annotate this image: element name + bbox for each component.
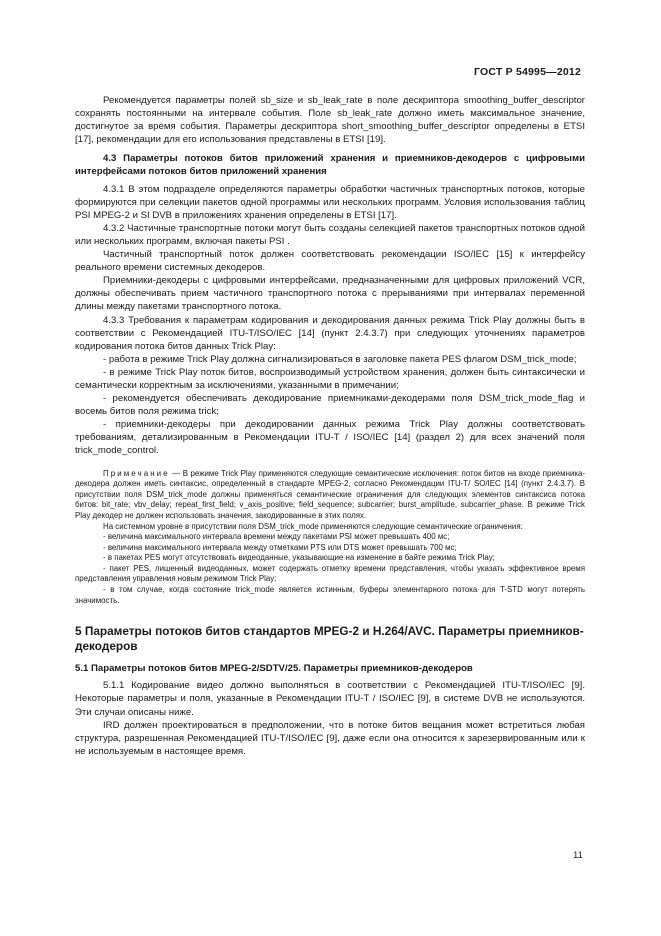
paragraph-ird: IRD должен проектироваться в предположении, что в потоке битов вещания может встретиться любая структура, разрешенная Рекомендацией ITU-T/ISO/IEC [9], даже если она относится к зарезервированным или к не используемым в настоящее время. — [75, 719, 585, 757]
note-list-item: - в том случае, когда состояние trick_mode является истинным, буферы элементарного потока для T-STD могут потерять значимость. — [75, 585, 585, 605]
page-number: 11 — [573, 850, 583, 861]
note-paragraph — [75, 469, 585, 522]
note-list-item: - в пакетах PES могут отсутствовать видеоданные, указывающие на изменение в байте режима Trick Play; — [103, 553, 495, 563]
paragraph-vcr-receivers: Приемники-декодеры с цифровыми интерфейсами, предназначенными для цифровых приложений VCR, должны обеспечивать прием частичного транспортного потока с прерываниями при интервалах переменной длины между пакетами транспортного потока. — [75, 275, 585, 313]
heading-5-1: 5.1 Параметры потоков битов MPEG-2/SDTV/25. Параметры приемников-декодеров — [75, 663, 473, 675]
list-item: - работа в режиме Trick Play должна сигнализироваться в заголовке пакета PES флагом DSM_trick_mode; — [103, 353, 577, 365]
note-system-level: На системном уровне в присутствии поля DSM_trick_mode применяются следующие семантические ограничения: — [103, 521, 523, 531]
paragraph-4-3-2: 4.3.2 Частичные транспортные потоки могут быть созданы селекцией пакетов транспортных потоков одной или нескольких программ, включая пакеты PSI . — [75, 222, 585, 247]
document-id-header: ГОСТ Р 54995—2012 — [473, 66, 581, 78]
note-list-item: - величина максимального интервала между отметками PTS или DTS может превышать 700 мс; — [103, 542, 457, 552]
note-list-item: - пакет PES, лишенный видеоданных, может содержать отметку времени представления, чтобы указать эффективное время представления управления новым режимом Trick Play; — [75, 563, 585, 584]
paragraph-4-3-3: 4.3.3 Требования к параметрам кодирования и декодирования данных режима Trick Play должны быть в соответствии с Рекомендацией ITU-T/ISO/IEC [14] (пункт 2.4.3.7) при следующих уточнениях параметров кодирования потока битов данных Trick Play: — [75, 314, 585, 352]
list-item: - рекомендуется обеспечивать декодирование приемниками-декодерами поля DSM_trick_mode_flag и восемь битов поля режима trick; — [75, 393, 585, 418]
page-body — [75, 94, 585, 758]
section-5-heading: 5 Параметры потоков битов стандартов MPEG-2 и H.264/AVC. Параметры приемников-декодеров — [75, 624, 584, 654]
list-item: - приемники-декодеры при декодировании данных режима Trick Play должны соответствовать требованиям, детализированным в Рекомендации ITU-T / ISO/IEC [14] (раздел 2) для всех значений поля trick_mode_control. — [75, 419, 585, 457]
note-label: Примечание — [103, 468, 170, 478]
heading-4-3: 4.3 Параметры потоков битов приложений хранения и приемников-декодеров с цифровыми интерфейсами потоков битов приложений хранения — [75, 153, 585, 178]
paragraph-partial-stream: Частичный транспортный поток должен соответствовать рекомендации ISO/IEC [15] к интерфейсу реального времени системных декодеров. — [75, 249, 585, 274]
note-list-item: - величина максимального интервала времени между пакетами PSI может превышать 400 мс; — [103, 532, 450, 542]
paragraph-4-3-1: 4.3.1 В этом подразделе определяются параметры обработки частичных транспортных потоков, которые формируются при селекции пакетов одной программы или нескольких программ. Условия использования таблиц PSI MPEG-2 и SI DVB в приложениях хранения определены в ETSI [17]. — [75, 183, 585, 221]
list-item: - в режиме Trick Play поток битов, воспроизводимый устройством хранения, должен быть синтаксически и семантически корректным за исключениями, указанными в примечании; — [75, 366, 585, 391]
paragraph-smoothing-buffer: Рекомендуется параметры полей sb_size и sb_leak_rate в поле дескриптора smoothing_buffer_descriptor сохранять постоянными на интервале события. Поле sb_leak_rate должно иметь максимальное значение, достигнутое за время события. Параметры дескриптора short_smoothing_buffer_descriptor определены в ETSI [17], рекомендации для его использования представлены в ETSI [19]. — [75, 95, 585, 146]
paragraph-5-1-1: 5.1.1 Кодирование видео должно выполняться в соответствии с Рекомендацией ITU-T/ISO/IEC [9]. Некоторые параметры и поля, указанные в Рекомендации ITU-T / ISO/IEC [9], в системе DVB не используются. Эти случаи описаны ниже. — [75, 680, 585, 718]
note-text: — В режиме Trick Play применяются следующие семантические исключения: поток битов на входе приемника-декодера должен иметь синтаксис, определенный в стандарте MPEG-2, согласно Рекомендации ITU-T/ SO/IEC [14] (пункт 2.4.3.7). В присутствии поля DSM_trick_mode должны применяться семантические ограничения для следующих элементов синтаксиса потока битов: bit_rate; vbv_delay; repeat_first_field; v_axis_positive; field_sequence; subcarrier; burst_amplitude, subcarrier_phase. В режиме Trick Play декодер не должен использовать значения, закодированные в этих полях. — [75, 468, 585, 520]
